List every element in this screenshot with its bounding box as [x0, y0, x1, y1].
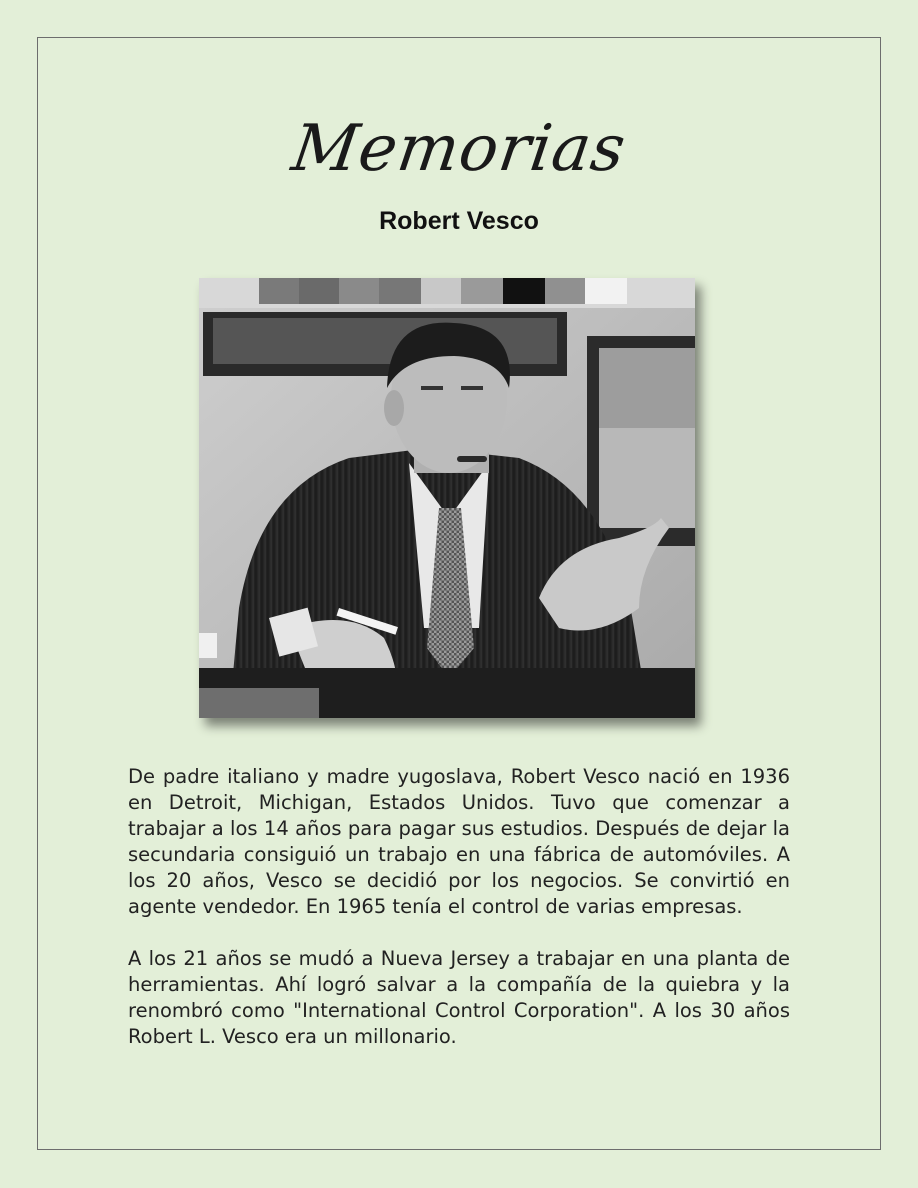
article-text: [128, 764, 790, 1076]
page-title: Memorias: [287, 112, 631, 186]
portrait-photo: [199, 278, 695, 718]
page-subtitle: Robert Vesco: [379, 207, 539, 235]
portrait-photo-graphic: [199, 278, 695, 718]
article-paragraph-2: A los 21 años se mudó a Nueva Jersey a trabajar en una planta de herramientas. Ahí logró salvar a la compañía de la quiebra y la renombró como "International Control Corporation". A los 30 años Robert L. Vesco era un millonario.: [128, 947, 790, 1048]
article-paragraph-1: De padre italiano y madre yugoslava, Robert Vesco nació en 1936 en Detroit, Michigan, Estados Unidos. Tuvo que comenzar a trabajar a los 14 años para pagar sus estudios. Después de dejar la secundaria consiguió un trabajo en una fábrica de automóviles. A los 20 años, Vesco se decidió por los negocios. Se convirtió en agente vendedor. En 1965 tenía el control de varias empresas.: [128, 765, 790, 918]
